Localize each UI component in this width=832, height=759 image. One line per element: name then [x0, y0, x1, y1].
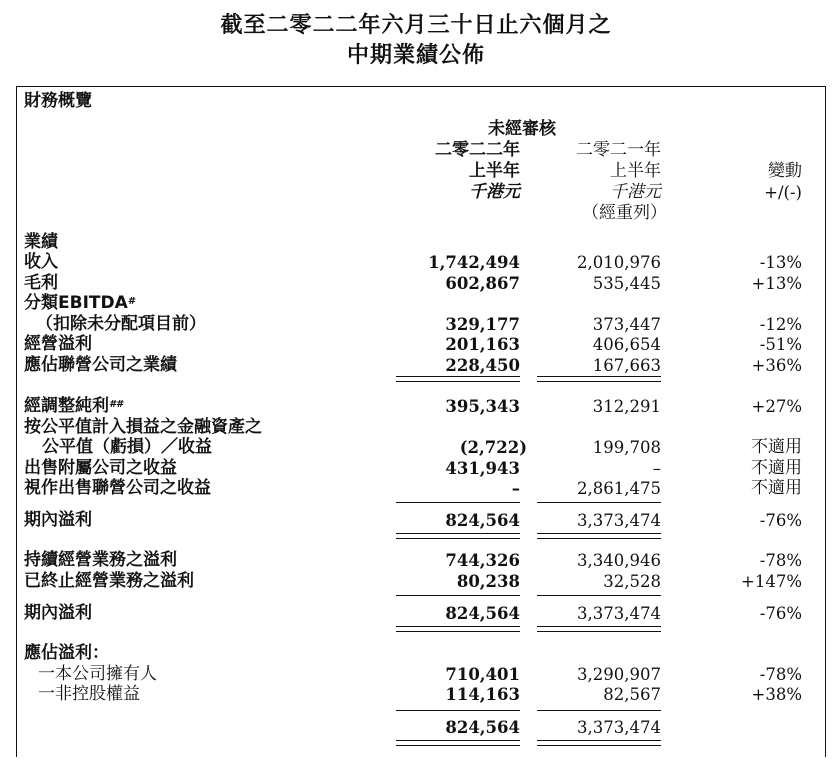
row-label-disposal-subsidiaries: 出售附屬公司之收益	[24, 458, 177, 478]
total-2022: 824,564	[445, 718, 520, 737]
segment-ebitda-2021: 373,447	[592, 315, 661, 334]
double-rule	[396, 626, 520, 632]
nci-2021: 82,567	[603, 685, 661, 704]
share-of-associates-2021: 167,663	[592, 356, 661, 375]
continuing-2021: 3,340,946	[577, 551, 661, 570]
profit-for-period-2021: 3,373,474	[577, 511, 661, 530]
single-rule	[537, 710, 661, 711]
discontinued-2021: 32,528	[603, 572, 661, 591]
announcement-subtitle: 中期業績公佈	[346, 43, 485, 68]
adjusted-net-profit-2022: 395,343	[445, 397, 520, 416]
nci-2022: 114,163	[445, 685, 520, 704]
operating-profit-2022: 201,163	[445, 335, 520, 354]
disposal-subsidiaries-2021: –	[652, 459, 661, 478]
total-2021: 3,373,474	[577, 718, 661, 737]
row-label-discontinued: 已終止經營業務之溢利	[24, 571, 194, 591]
owners-2021: 3,290,907	[577, 665, 661, 684]
profit-for-period-2-2021: 3,373,474	[577, 604, 661, 623]
nci-change: +38%	[751, 685, 802, 704]
gross-profit-2021: 535,445	[592, 274, 661, 293]
row-label-operating-profit: 經營溢利	[24, 334, 92, 354]
owners-change: -78%	[759, 665, 802, 684]
row-label-owners: 一本公司擁有人	[38, 664, 157, 684]
row-label-gross-profit: 毛利	[24, 273, 58, 293]
header-unaudited: 未經審核	[488, 119, 556, 139]
continuing-2022: 744,326	[445, 551, 520, 570]
deemed-disposal-2021: 2,861,475	[577, 479, 661, 498]
section-heading: 財務概覽	[24, 91, 92, 111]
header-change-sign: +/(-)	[764, 183, 802, 202]
adjusted-net-profit-2021: 312,291	[592, 397, 661, 416]
header-2022-year: 二零二二年	[435, 140, 520, 160]
fv-change: 不適用	[751, 437, 802, 457]
header-2022-period: 上半年	[469, 161, 520, 181]
row-label-nci: 一非控股權益	[38, 684, 140, 704]
row-label-profit-for-period-2: 期內溢利	[24, 603, 92, 623]
profit-for-period-2-2022: 824,564	[445, 604, 520, 623]
single-rule	[537, 595, 661, 596]
double-rule	[396, 376, 520, 382]
segment-ebitda-change: -12%	[759, 315, 802, 334]
row-label-share-of-associates: 應佔聯營公司之業績	[24, 355, 177, 375]
single-rule	[396, 595, 520, 596]
double-rule	[537, 376, 661, 382]
owners-2022: 710,401	[445, 665, 520, 684]
operating-profit-change: -51%	[759, 335, 802, 354]
row-label-segment-ebitda-sub: （扣除未分配項目前）	[36, 314, 206, 334]
gross-profit-change: +13%	[751, 274, 802, 293]
row-label-deemed-disposal: 視作出售聯營公司之收益	[24, 478, 211, 498]
revenue-2021: 2,010,976	[577, 253, 661, 272]
deemed-disposal-2022: –	[511, 479, 520, 498]
deemed-disposal-change: 不適用	[751, 478, 802, 498]
row-label-attributable: 應佔溢利：	[24, 643, 109, 663]
header-2021-restated: （經重列）	[582, 203, 667, 223]
double-rule	[537, 740, 661, 746]
row-label-fv-line1: 按公平值計入損益之金融資產之	[24, 417, 262, 437]
discontinued-change: +147%	[741, 572, 802, 591]
header-change: 變動	[768, 161, 802, 181]
single-rule	[396, 710, 520, 711]
profit-for-period-change: -76%	[759, 511, 802, 530]
share-of-associates-change: +36%	[751, 356, 802, 375]
revenue-2022: 1,742,494	[428, 253, 520, 272]
double-rule	[537, 533, 661, 539]
revenue-change: -13%	[759, 253, 802, 272]
row-label-segment-ebitda: 分類EBITDA#	[24, 293, 135, 313]
discontinued-2022: 80,238	[456, 572, 520, 591]
fv-2022: (2,722)	[459, 438, 527, 457]
share-of-associates-2022: 228,450	[445, 356, 520, 375]
footnote-mark: ##	[109, 399, 123, 410]
disposal-subsidiaries-change: 不適用	[751, 458, 802, 478]
header-2022-unit: 千港元	[469, 182, 520, 202]
header-2021-unit: 千港元	[610, 182, 661, 202]
row-label-profit-for-period: 期內溢利	[24, 510, 92, 530]
adjusted-net-profit-change: +27%	[751, 397, 802, 416]
profit-for-period-2022: 824,564	[445, 511, 520, 530]
double-rule	[396, 740, 520, 746]
header-2021-year: 二零二一年	[576, 140, 661, 160]
announcement-title: 截至二零二二年六月三十日止六個月之	[220, 13, 612, 38]
double-rule	[537, 626, 661, 632]
double-rule	[396, 533, 520, 539]
disposal-subsidiaries-2022: 431,943	[445, 459, 520, 478]
continuing-change: -78%	[759, 551, 802, 570]
fv-2021: 199,708	[592, 438, 661, 457]
row-label-fv-line2: 公平值（虧損）／收益	[42, 437, 212, 457]
gross-profit-2022: 602,867	[445, 274, 520, 293]
header-2021-period: 上半年	[610, 161, 661, 181]
single-rule	[396, 502, 520, 503]
footnote-mark: #	[127, 296, 135, 307]
results-heading: 業績	[24, 232, 58, 252]
profit-for-period-2-change: -76%	[759, 604, 802, 623]
row-label-adjusted-net-profit: 經調整純利##	[24, 396, 123, 416]
operating-profit-2021: 406,654	[592, 335, 661, 354]
row-label-revenue: 收入	[24, 252, 58, 272]
single-rule	[537, 502, 661, 503]
row-label-continuing: 持續經營業務之溢利	[24, 550, 177, 570]
segment-ebitda-2022: 329,177	[445, 315, 520, 334]
